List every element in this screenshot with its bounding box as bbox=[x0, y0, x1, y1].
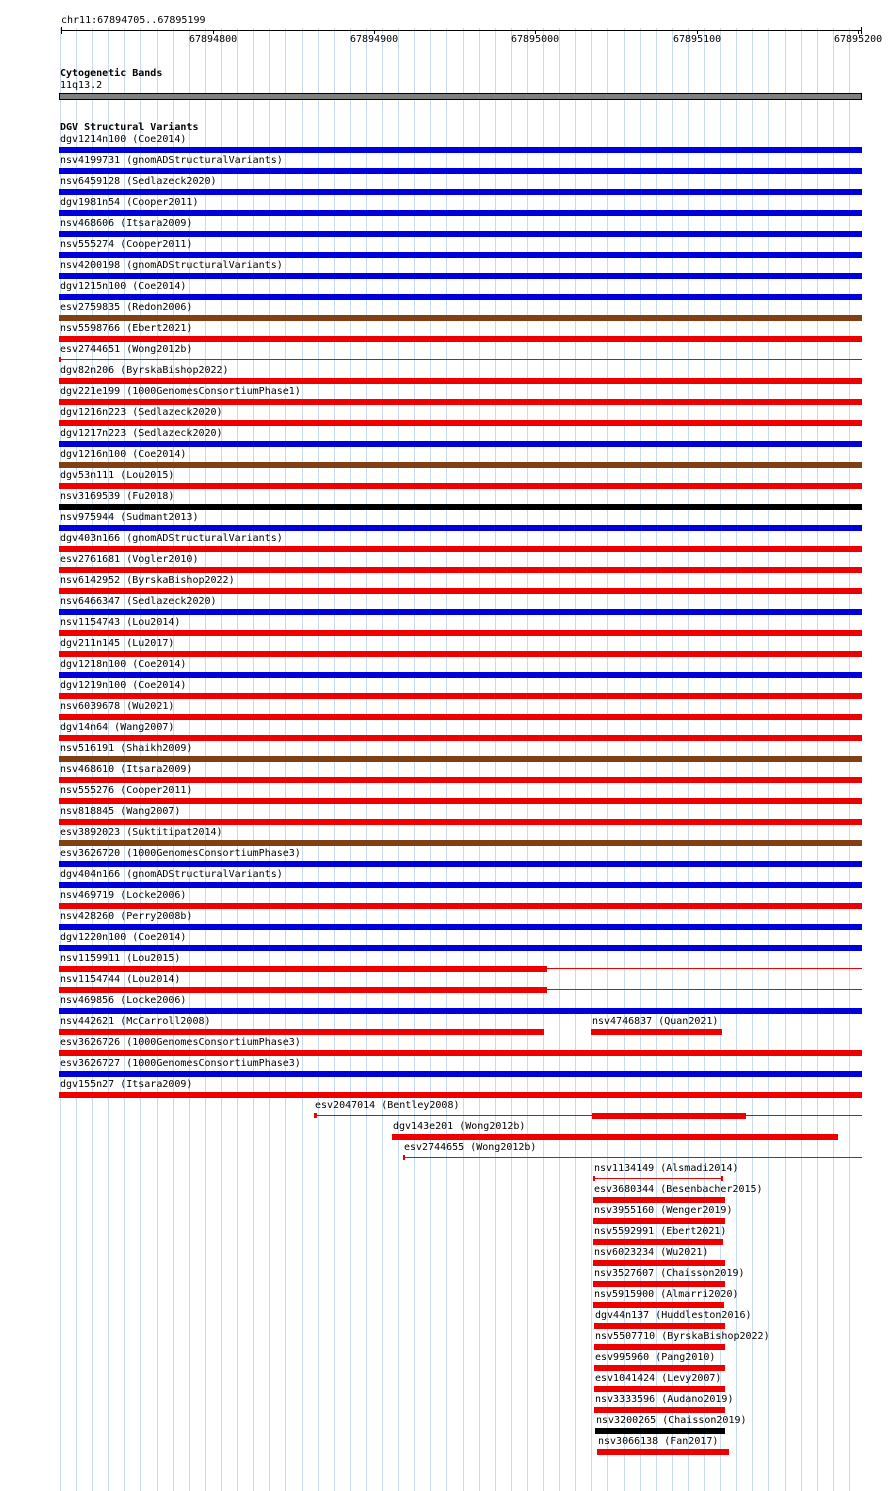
feature-bar[interactable] bbox=[59, 1050, 862, 1056]
feature-bar[interactable] bbox=[59, 714, 862, 720]
feature-start-mark[interactable] bbox=[593, 1176, 595, 1181]
feature-label[interactable]: nsv1134149 (Alsmadi2014) bbox=[594, 1163, 739, 1174]
feature-label[interactable]: nsv3955160 (Wenger2019) bbox=[594, 1205, 733, 1216]
feature-bar[interactable] bbox=[593, 1239, 723, 1245]
feature-start-mark[interactable] bbox=[59, 357, 61, 362]
feature-label[interactable]: nsv5598766 (Ebert2021) bbox=[60, 323, 193, 334]
feature-bar[interactable] bbox=[59, 462, 862, 468]
dgv-track-title: DGV Structural Variants bbox=[60, 122, 199, 133]
feature-bar[interactable] bbox=[59, 882, 862, 888]
location-label: chr11:67894705..67895199 bbox=[61, 15, 206, 26]
feature-bar[interactable] bbox=[59, 693, 862, 699]
feature-label[interactable]: dgv143e201 (Wong2012b) bbox=[393, 1121, 526, 1132]
feature-bar[interactable] bbox=[59, 168, 862, 174]
feature-bar[interactable] bbox=[59, 147, 862, 153]
ruler-tick-label: 67894800 bbox=[189, 34, 238, 45]
feature-label[interactable]: nsv1154744 (Lou2014) bbox=[60, 974, 181, 985]
feature-bar[interactable] bbox=[392, 1134, 838, 1140]
feature-label[interactable]: dgv14n64 (Wang2007) bbox=[60, 722, 175, 733]
feature-label[interactable]: esv2047014 (Bentley2008) bbox=[315, 1100, 460, 1111]
feature-label[interactable]: nsv6459128 (Sedlazeck2020) bbox=[60, 176, 217, 187]
feature-label[interactable]: nsv5592991 (Ebert2021) bbox=[594, 1226, 727, 1237]
feature-bar[interactable] bbox=[59, 546, 862, 552]
feature-label[interactable]: esv995960 (Pang2010) bbox=[595, 1352, 716, 1363]
feature-bar[interactable] bbox=[594, 1407, 725, 1413]
feature-label[interactable]: esv1041424 (Levy2007) bbox=[595, 1373, 722, 1384]
feature-label[interactable]: dgv155n27 (Itsara2009) bbox=[60, 1079, 193, 1090]
feature-bar[interactable] bbox=[591, 1029, 722, 1035]
feature-bar[interactable] bbox=[593, 1281, 725, 1287]
feature-label[interactable]: nsv468606 (Itsara2009) bbox=[60, 218, 193, 229]
feature-start-mark[interactable] bbox=[314, 1113, 317, 1118]
ruler-tick-label: 67894900 bbox=[350, 34, 399, 45]
feature-label[interactable]: nsv469856 (Locke2006) bbox=[60, 995, 187, 1006]
feature-label[interactable]: dgv82n206 (ByrskaBishop2022) bbox=[60, 365, 229, 376]
feature-label[interactable]: nsv6466347 (Sedlazeck2020) bbox=[60, 596, 217, 607]
feature-bar[interactable] bbox=[59, 525, 862, 531]
ruler-tick-label: 67895000 bbox=[511, 34, 560, 45]
feature-bar[interactable] bbox=[59, 294, 862, 300]
feature-bar[interactable] bbox=[59, 903, 862, 909]
feature-start-mark[interactable] bbox=[403, 1155, 405, 1160]
feature-label[interactable]: dgv44n137 (Huddleston2016) bbox=[595, 1310, 752, 1321]
feature-label[interactable]: dgv1216n100 (Coe2014) bbox=[60, 449, 187, 460]
feature-label[interactable]: nsv469719 (Locke2006) bbox=[60, 890, 187, 901]
feature-bar[interactable] bbox=[59, 609, 862, 615]
feature-bar[interactable] bbox=[593, 1302, 724, 1308]
feature-bar[interactable] bbox=[595, 1428, 725, 1434]
feature-label[interactable]: nsv428260 (Perry2008b) bbox=[60, 911, 193, 922]
feature-label[interactable]: dgv404n166 (gnomADStructuralVariants) bbox=[60, 869, 283, 880]
feature-bar[interactable] bbox=[59, 252, 862, 258]
feature-bar[interactable] bbox=[59, 777, 862, 783]
feature-bar[interactable] bbox=[59, 672, 862, 678]
feature-label[interactable]: esv2744655 (Wong2012b) bbox=[404, 1142, 537, 1153]
feature-label[interactable]: esv2761681 (Vogler2010) bbox=[60, 554, 199, 565]
feature-label[interactable]: nsv442621 (McCarroll2008) bbox=[60, 1016, 211, 1027]
ruler-tick-label: 67895100 bbox=[673, 34, 722, 45]
feature-label[interactable]: esv3892023 (Suktitipat2014) bbox=[60, 827, 223, 838]
feature-label[interactable]: dgv1220n100 (Coe2014) bbox=[60, 932, 187, 943]
feature-bar[interactable] bbox=[594, 1344, 725, 1350]
feature-label[interactable]: esv3626720 (1000GenomesConsortiumPhase3) bbox=[60, 848, 301, 859]
feature-bar[interactable] bbox=[59, 840, 862, 846]
feature-tail-line[interactable] bbox=[547, 989, 862, 990]
feature-label[interactable]: nsv3169539 (Fu2018) bbox=[60, 491, 175, 502]
feature-bar[interactable] bbox=[59, 315, 862, 321]
feature-bar[interactable] bbox=[59, 798, 862, 804]
feature-bar[interactable] bbox=[59, 735, 862, 741]
feature-label[interactable]: nsv555274 (Cooper2011) bbox=[60, 239, 193, 250]
feature-label[interactable]: nsv6039678 (Wu2021) bbox=[60, 701, 175, 712]
feature-label[interactable]: dgv1215n100 (Coe2014) bbox=[60, 281, 187, 292]
feature-label[interactable]: nsv1159911 (Lou2015) bbox=[60, 953, 181, 964]
feature-label[interactable]: esv3626727 (1000GenomesConsortiumPhase3) bbox=[60, 1058, 301, 1069]
feature-label[interactable]: dgv403n166 (gnomADStructuralVariants) bbox=[60, 533, 283, 544]
cytoband-bar[interactable] bbox=[59, 93, 862, 100]
feature-bar[interactable] bbox=[592, 1113, 746, 1119]
feature-label[interactable]: nsv4200198 (gnomADStructuralVariants) bbox=[60, 260, 283, 271]
feature-tail-line[interactable] bbox=[547, 968, 862, 969]
feature-label[interactable]: dgv211n145 (Lu2017) bbox=[60, 638, 175, 649]
feature-bar[interactable] bbox=[59, 567, 862, 573]
feature-label[interactable]: nsv3200265 (Chaisson2019) bbox=[596, 1415, 747, 1426]
feature-bar[interactable] bbox=[59, 441, 862, 447]
feature-label[interactable]: dgv1981n54 (Cooper2011) bbox=[60, 197, 199, 208]
feature-bar[interactable] bbox=[59, 1008, 862, 1014]
feature-label[interactable]: dgv1217n223 (Sedlazeck2020) bbox=[60, 428, 223, 439]
feature-label[interactable]: nsv5507710 (ByrskaBishop2022) bbox=[595, 1331, 770, 1342]
feature-bar[interactable] bbox=[59, 189, 862, 195]
ruler-tick-label: 67895200 bbox=[834, 34, 883, 45]
feature-label[interactable]: nsv818845 (Wang2007) bbox=[60, 806, 181, 817]
feature-bar[interactable] bbox=[59, 1092, 862, 1098]
feature-bar[interactable] bbox=[59, 1029, 544, 1035]
feature-label[interactable]: dgv1219n100 (Coe2014) bbox=[60, 680, 187, 691]
feature-label[interactable]: nsv3333596 (Audano2019) bbox=[595, 1394, 734, 1405]
feature-label[interactable]: dgv53n111 (Lou2015) bbox=[60, 470, 175, 481]
cytoband-track-title: Cytogenetic Bands bbox=[60, 68, 163, 79]
feature-label[interactable]: esv2744651 (Wong2012b) bbox=[60, 344, 193, 355]
feature-label[interactable]: dgv1214n100 (Coe2014) bbox=[60, 134, 187, 145]
feature-bar[interactable] bbox=[59, 819, 862, 825]
feature-label[interactable]: nsv468610 (Itsara2009) bbox=[60, 764, 193, 775]
feature-bar[interactable] bbox=[59, 231, 862, 237]
feature-label[interactable]: nsv4746837 (Quan2021) bbox=[592, 1016, 719, 1027]
feature-label[interactable]: nsv5915900 (Almarri2020) bbox=[594, 1289, 739, 1300]
feature-label[interactable]: nsv975944 (Sudmant2013) bbox=[60, 512, 199, 523]
feature-label[interactable]: nsv3527607 (Chaisson2019) bbox=[594, 1268, 745, 1279]
feature-label[interactable]: dgv221e199 (1000GenomesConsortiumPhase1) bbox=[60, 386, 301, 397]
feature-bar[interactable] bbox=[59, 588, 862, 594]
feature-bar[interactable] bbox=[59, 420, 862, 426]
feature-bar[interactable] bbox=[597, 1449, 729, 1455]
feature-bar[interactable] bbox=[594, 1323, 725, 1329]
feature-line[interactable] bbox=[59, 359, 862, 360]
feature-bar[interactable] bbox=[59, 630, 862, 636]
feature-line[interactable] bbox=[314, 1115, 862, 1116]
feature-bar[interactable] bbox=[59, 210, 862, 216]
feature-label[interactable]: dgv1216n223 (Sedlazeck2020) bbox=[60, 407, 223, 418]
feature-bar[interactable] bbox=[59, 1071, 862, 1077]
feature-bar[interactable] bbox=[59, 483, 862, 489]
feature-label[interactable]: nsv3066138 (Fan2017) bbox=[598, 1436, 719, 1447]
cytoband-name: 11q13.2 bbox=[60, 80, 103, 91]
feature-line[interactable] bbox=[403, 1157, 862, 1158]
feature-label[interactable]: nsv555276 (Cooper2011) bbox=[60, 785, 193, 796]
feature-bar[interactable] bbox=[593, 1260, 725, 1266]
feature-bar[interactable] bbox=[593, 1218, 725, 1224]
feature-bar[interactable] bbox=[59, 966, 547, 972]
feature-bar[interactable] bbox=[59, 273, 862, 279]
feature-label[interactable]: nsv4199731 (gnomADStructuralVariants) bbox=[60, 155, 283, 166]
feature-label[interactable]: dgv1218n100 (Coe2014) bbox=[60, 659, 187, 670]
feature-label[interactable]: nsv6142952 (ByrskaBishop2022) bbox=[60, 575, 235, 586]
feature-bar[interactable] bbox=[59, 756, 862, 762]
feature-bar[interactable] bbox=[593, 1197, 725, 1203]
feature-bar[interactable] bbox=[59, 924, 862, 930]
feature-bar[interactable] bbox=[59, 399, 862, 405]
feature-label[interactable]: esv2759835 (Redon2006) bbox=[60, 302, 193, 313]
feature-bar[interactable] bbox=[594, 1386, 725, 1392]
feature-bar[interactable] bbox=[594, 1365, 725, 1371]
feature-label[interactable]: nsv1154743 (Lou2014) bbox=[60, 617, 181, 628]
feature-bar[interactable] bbox=[59, 861, 862, 867]
feature-bar[interactable] bbox=[59, 336, 862, 342]
feature-label[interactable]: nsv516191 (Shaikh2009) bbox=[60, 743, 193, 754]
feature-bar[interactable] bbox=[59, 651, 862, 657]
feature-bar[interactable] bbox=[59, 987, 547, 993]
feature-label[interactable]: nsv6023234 (Wu2021) bbox=[594, 1247, 709, 1258]
feature-end-mark[interactable] bbox=[721, 1176, 723, 1181]
feature-bar[interactable] bbox=[59, 504, 862, 510]
feature-bar[interactable] bbox=[59, 378, 862, 384]
feature-bar[interactable] bbox=[59, 945, 862, 951]
feature-line[interactable] bbox=[593, 1178, 723, 1179]
feature-label[interactable]: esv3626726 (1000GenomesConsortiumPhase3) bbox=[60, 1037, 301, 1048]
feature-label[interactable]: esv3680344 (Besenbacher2015) bbox=[594, 1184, 763, 1195]
